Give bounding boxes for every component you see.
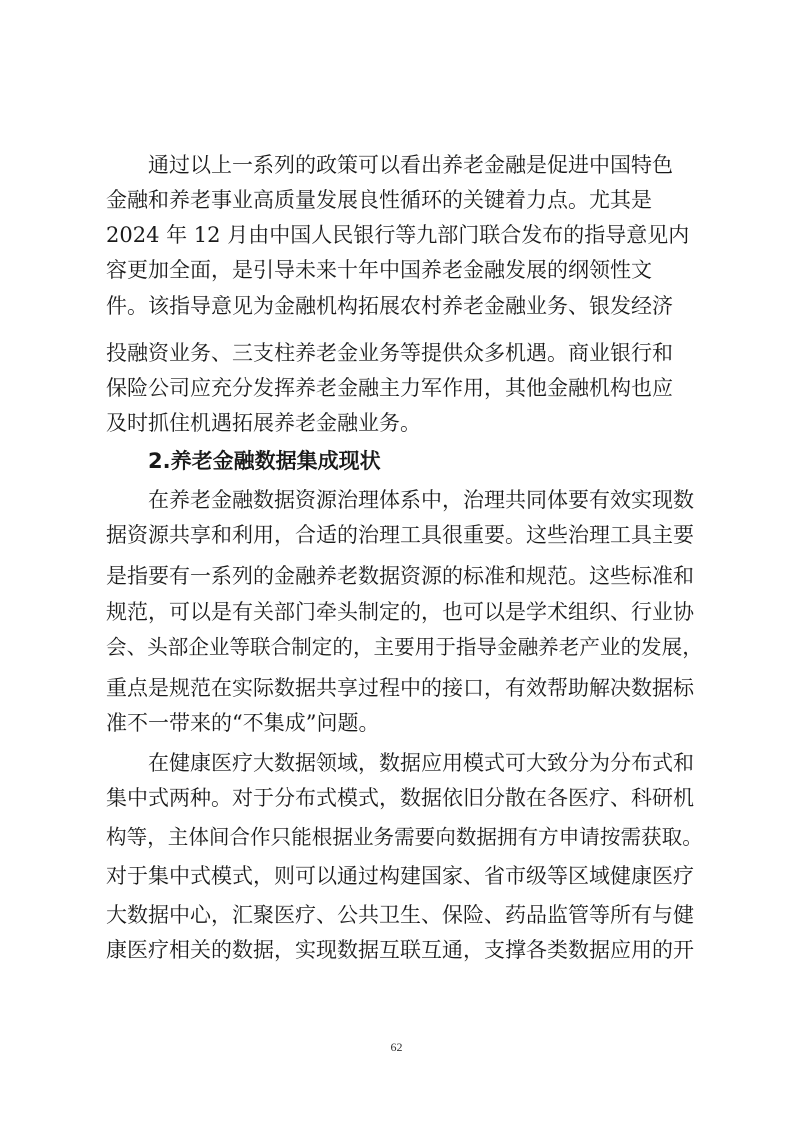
paragraph-line: 准不一带来的“不集成”问题。 xyxy=(106,711,380,735)
paragraph-line: 大数据中心，汇聚医疗、公共卫生、保险、药品监管等所有与健 xyxy=(106,903,694,927)
paragraph-line: 金融和养老事业高质量发展良性循环的关键着力点。尤其是 xyxy=(106,188,652,212)
paragraph-line: 通过以上一系列的政策可以看出养老金融是促进中国特色 xyxy=(148,153,673,177)
paragraph-line: 在健康医疗大数据领域，数据应用模式可大致分为分布式和 xyxy=(148,751,694,775)
paragraph-line: 据资源共享和利用，合适的治理工具很重要。这些治理工具主要 xyxy=(106,523,694,547)
section-heading: 2.养老金融数据集成现状 xyxy=(148,449,381,473)
paragraph-line: 会、头部企业等联合制定的，主要用于指导金融养老产业的发展， xyxy=(106,635,703,659)
paragraph-line: 重点是规范在实际数据共享过程中的接口，有效帮助解决数据标 xyxy=(106,676,694,700)
paragraph-line: 康医疗相关的数据，实现数据互联互通，支撑各类数据应用的开 xyxy=(106,938,694,962)
paragraph-line: 对于集中式模式，则可以通过构建国家、省市级等区域健康医疗 xyxy=(106,864,694,888)
paragraph-line: 容更加全面，是引导未来十年中国养老金融发展的纲领性文 xyxy=(106,258,652,282)
paragraph-line: 是指要有一系列的金融养老数据资源的标准和规范。这些标准和 xyxy=(106,564,694,588)
paragraph-line: 规范，可以是有关部门牵头制定的，也可以是学术组织、行业协 xyxy=(106,600,694,624)
paragraph-line: 构等，主体间合作只能根据业务需要向数据拥有方申请按需获取。 xyxy=(106,825,703,849)
paragraph-line: 2024 年 12 月由中国人民银行等九部门联合发布的指导意见内 xyxy=(106,223,690,247)
paragraph-line: 保险公司应充分发挥养老金融主力军作用，其他金融机构也应 xyxy=(106,376,673,400)
paragraph-line: 及时抓住机遇拓展养老金融业务。 xyxy=(106,411,421,435)
page-number: 62 xyxy=(390,1040,403,1054)
paragraph-line: 件。该指导意见为金融机构拓展农村养老金融业务、银发经济 xyxy=(106,294,673,318)
paragraph-line: 投融资业务、三支柱养老金业务等提供众多机遇。商业银行和 xyxy=(106,341,673,365)
paragraph-line: 集中式两种。对于分布式模式，数据依旧分散在各医疗、科研机 xyxy=(106,786,694,810)
paragraph-line: 在养老金融数据资源治理体系中，治理共同体要有效实现数 xyxy=(148,488,694,512)
